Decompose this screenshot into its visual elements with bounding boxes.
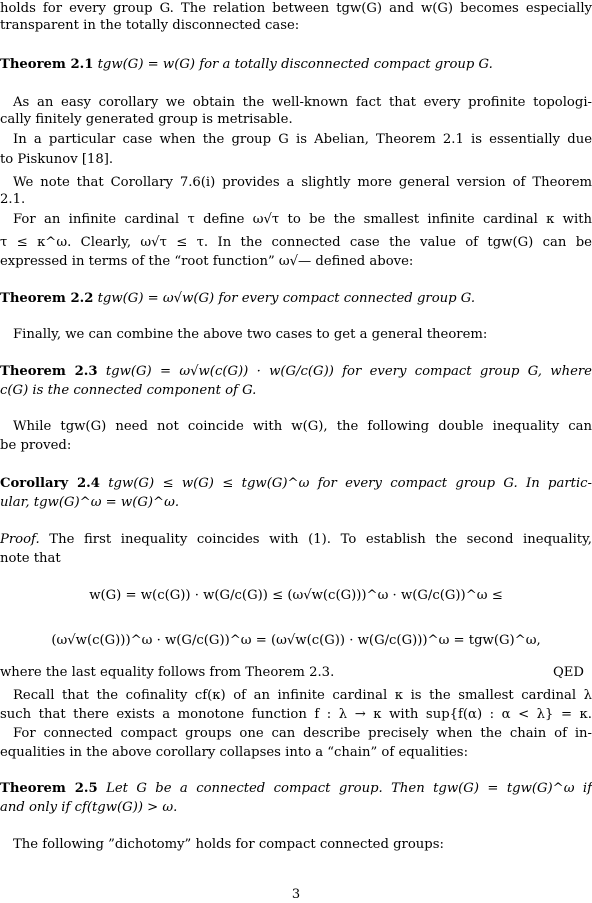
text-line: For connected compact groups one can describe precisely when the chain of in- [13, 726, 592, 741]
theorem-statement: tgw(G) = ω√w(c(G)) · w(G/c(G)) for every compact group G, where [105, 364, 592, 379]
text-line: be proved: [0, 438, 72, 453]
page-number: 3 [291, 887, 301, 902]
text-line: c(G) is the connected component of G. [0, 383, 257, 398]
text-line: expressed in terms of the “root function” ω√— defined above: [0, 254, 414, 269]
text-line [0, 664, 592, 681]
theorem-label: Theorem 2.1 [0, 57, 94, 72]
text-line: to Piskunov [18]. [0, 152, 114, 167]
text-line: note that [0, 551, 61, 566]
proof-line [0, 531, 592, 548]
text-line: transparent in the totally disconnected case: [0, 18, 300, 33]
theorem-2-3 [0, 363, 592, 380]
text-line: We note that Corollary 7.6(i) provides a slightly more general version of Theorem [13, 175, 592, 190]
corollary-label: Corollary 2.4 [0, 476, 100, 491]
text-line: and only if cf(tgw(G)) > ω. [0, 800, 178, 815]
theorem-label: Theorem 2.5 [0, 781, 98, 796]
display-equation: (ω√w(c(G)))^ω · w(G/c(G))^ω = (ω√w(c(G)) · w(G/c(G)))^ω = tgw(G)^ω, [51, 633, 541, 648]
text-span: where the last equality follows from Theorem 2.3. [0, 665, 335, 680]
theorem-label: Theorem 2.3 [0, 364, 98, 379]
theorem-2-2 [0, 290, 592, 307]
theorem-statement: tgw(G) = ω√w(G) for every compact connected group G. [97, 291, 476, 306]
theorem-2-1 [0, 56, 592, 73]
text-line: While tgw(G) need not coincide with w(G), the following double inequality can [13, 419, 592, 434]
text-line: The following ”dichotomy” holds for compact connected groups: [13, 837, 444, 852]
text-line: ular, tgw(G)^ω = w(G)^ω. [0, 495, 180, 510]
proof-label: Proof. [0, 532, 40, 547]
corollary-2-4 [0, 475, 592, 492]
text-line: Finally, we can combine the above two cases to get a general theorem: [13, 327, 488, 342]
theorem-2-5 [0, 780, 592, 797]
text-line: such that there exists a monotone function f : λ → κ with sup{f(α) : α < λ} = κ. [0, 707, 592, 722]
text-line: cally finitely generated group is metrisable. [0, 112, 293, 127]
qed-mark: QED [552, 665, 584, 680]
text-line: 2.1. [0, 192, 26, 207]
text-line: For an infinite cardinal τ define ω√τ to be the smallest infinite cardinal κ with [13, 212, 592, 227]
text-line: As an easy corollary we obtain the well-known fact that every profinite topologi- [13, 95, 592, 110]
theorem-statement: Let G be a connected compact group. Then tgw(G) = tgw(G)^ω if [106, 781, 592, 796]
corollary-statement: tgw(G) ≤ w(G) ≤ tgw(G)^ω for every compact group G. In partic- [108, 476, 592, 491]
text-line: equalities in the above corollary collapses into a “chain” of equalities: [0, 745, 469, 760]
theorem-label: Theorem 2.2 [0, 291, 94, 306]
proof-text: The first inequality coincides with (1). To establish the second inequality, [49, 532, 592, 547]
text-line: In a particular case when the group G is Abelian, Theorem 2.1 is essentially due [13, 132, 592, 147]
text-line: Recall that the cofinality cf(κ) of an infinite cardinal κ is the smallest cardinal λ [13, 688, 592, 703]
display-equation: w(G) = w(c(G)) · w(G/c(G)) ≤ (ω√w(c(G)))^ω · w(G/c(G))^ω ≤ [89, 588, 503, 603]
theorem-statement: tgw(G) = w(G) for a totally disconnected compact group G. [97, 57, 493, 72]
text-line: holds for every group G. The relation between tgw(G) and w(G) becomes especially [0, 1, 592, 16]
text-line: τ ≤ κ^ω. Clearly, ω√τ ≤ τ. In the connected case the value of tgw(G) can be [0, 235, 592, 250]
